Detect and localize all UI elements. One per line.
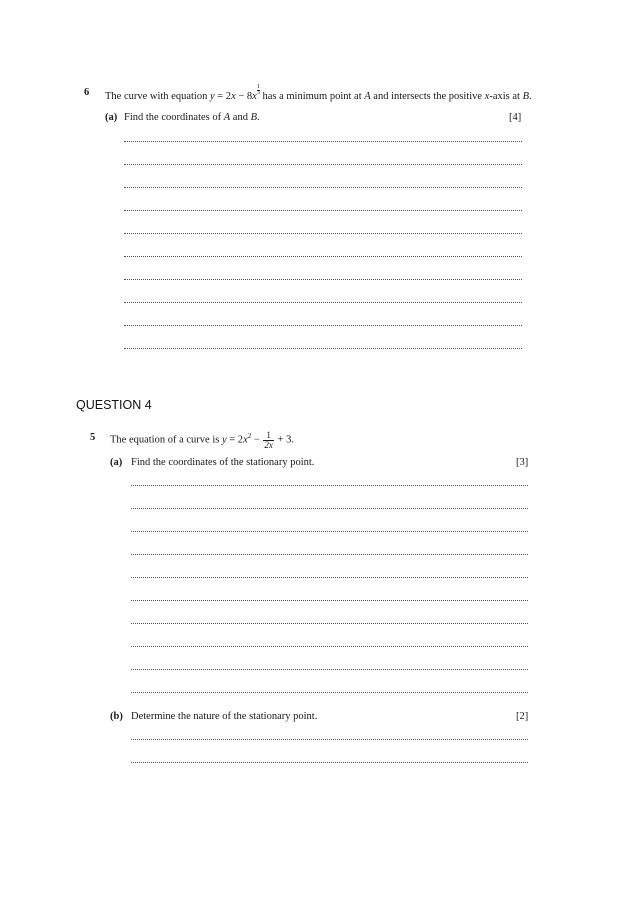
q5-fraction-den: 2x	[264, 439, 273, 450]
q5-part-a-label: (a)	[110, 457, 123, 468]
q6-answer-line[interactable]	[124, 302, 522, 303]
q5-equation-minus: −	[251, 434, 263, 446]
question-6-stem	[105, 85, 532, 103]
q5-part-b-marks: [2]	[516, 711, 529, 722]
q6-stem-text: The curve with equation	[105, 91, 208, 102]
q6-stem-mid: has a minimum point at	[259, 91, 365, 102]
q5-equation-tail: + 3.	[274, 434, 294, 446]
q6-part-a-marks: [4]	[509, 112, 522, 123]
q6-axis-x: x	[484, 91, 490, 102]
q5-part-b-text: Determine the nature of the stationary point.	[131, 711, 318, 722]
q5a-answer-line[interactable]	[131, 600, 528, 601]
q5-equation-eq: = 2	[226, 434, 244, 446]
q6-equation-y: y	[209, 91, 215, 102]
q5-equation-square: 2	[247, 432, 252, 440]
question-5-number: 5	[90, 432, 96, 443]
q5b-answer-line[interactable]	[131, 762, 528, 763]
q6-part-a-point-b: B	[250, 112, 257, 123]
q6-equation-x2: x	[252, 91, 257, 102]
q6-part-a-point-a: A	[223, 112, 231, 123]
q5a-answer-line[interactable]	[131, 669, 528, 670]
q5a-answer-line[interactable]	[131, 646, 528, 647]
q6-answer-line[interactable]	[124, 348, 522, 349]
q5a-answer-line[interactable]	[131, 623, 528, 624]
question-5-stem	[110, 425, 294, 452]
q5-fraction-num: 1	[263, 431, 274, 441]
q6-point-a: A	[364, 91, 371, 102]
q6-stem-mid3: -axis at	[489, 91, 523, 102]
q6-answer-line[interactable]	[124, 210, 522, 211]
q6-answer-line[interactable]	[124, 233, 522, 234]
q6-answer-line[interactable]	[124, 141, 522, 142]
q6-answer-line[interactable]	[124, 187, 522, 188]
q6-part-a-and: and	[230, 112, 251, 123]
q5-equation-y: y	[221, 434, 227, 446]
question-6-number: 6	[84, 87, 90, 98]
q5-part-a-marks: [3]	[516, 457, 529, 468]
q5a-answer-line[interactable]	[131, 554, 528, 555]
q5a-answer-line[interactable]	[131, 508, 528, 509]
q5a-answer-line[interactable]	[131, 485, 528, 486]
q6-stem-end: .	[529, 91, 532, 102]
q5-equation-x: x	[243, 434, 248, 446]
q6-part-a-text	[124, 111, 260, 124]
q6-answer-line[interactable]	[124, 325, 522, 326]
q6-answer-line[interactable]	[124, 164, 522, 165]
q5-stem-text: The equation of a curve is	[110, 434, 222, 446]
q5-fraction	[263, 431, 274, 450]
q5a-answer-line[interactable]	[131, 692, 528, 693]
q5a-answer-line[interactable]	[131, 577, 528, 578]
q6-exponent-den: 3	[256, 90, 260, 96]
q6-equation-minus: − 8	[235, 91, 253, 102]
q5b-answer-line[interactable]	[131, 739, 528, 740]
q5a-answer-line[interactable]	[131, 531, 528, 532]
q5-part-a-text: Find the coordinates of the stationary point.	[131, 457, 315, 468]
q6-answer-line[interactable]	[124, 256, 522, 257]
q6-point-b: B	[522, 91, 530, 102]
q6-equation-x1: x	[231, 91, 236, 102]
q6-answer-line[interactable]	[124, 279, 522, 280]
q6-part-a-end: .	[257, 112, 260, 123]
q6-part-a-text-before: Find the coordinates of	[124, 112, 224, 123]
q6-exponent-num: 1	[256, 84, 260, 90]
q5-part-b-label: (b)	[110, 711, 123, 722]
q6-equation-eq: = 2	[214, 91, 232, 102]
section-heading: QUESTION 4	[76, 398, 152, 412]
q6-part-a-label: (a)	[105, 112, 118, 123]
q6-stem-mid2: and intersects the positive	[370, 91, 485, 102]
